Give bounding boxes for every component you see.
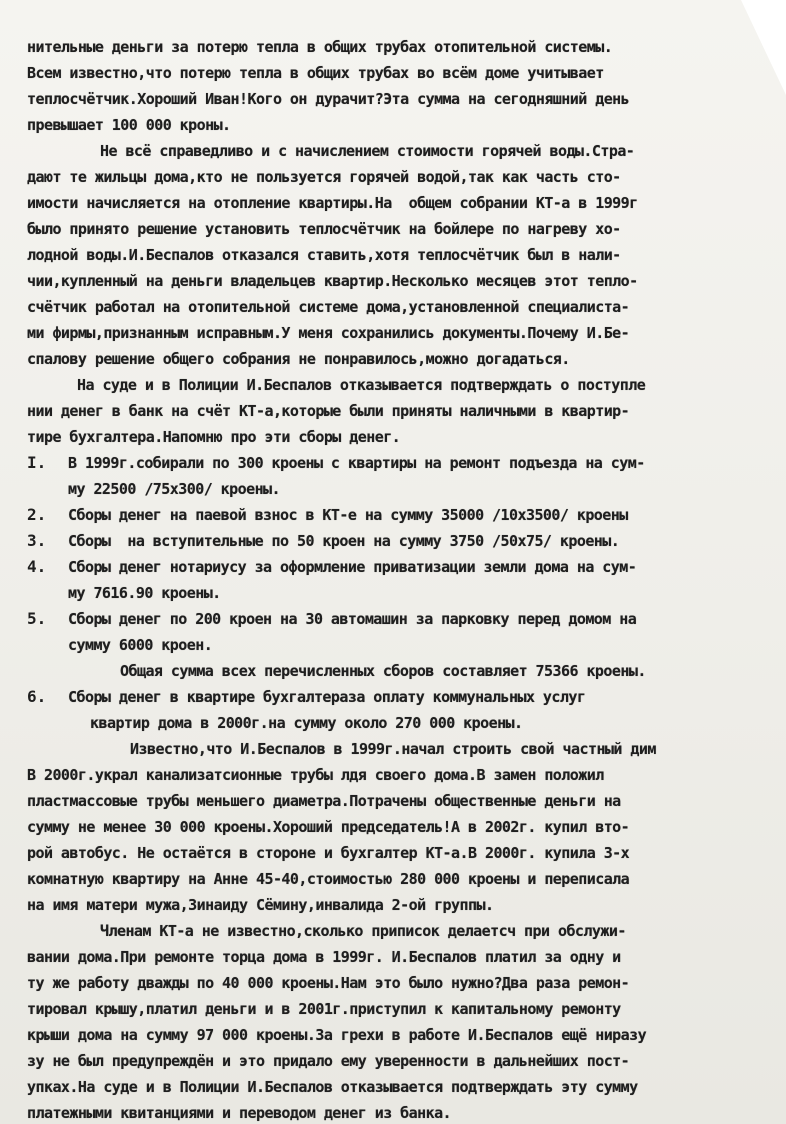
text-line-38: тировал крышу,платил деньги и в 2001г.приступил к капитальному ремонту [27,1000,621,1018]
text-line-28: Известно,что И.Беспалов в 1999г.начал строить свой частный дим [130,740,656,758]
text-line-25: Общая сумма всех перечисленных сборов составляет 75366 кроены. [120,662,646,680]
text-line-6: дают те жильцы дома,кто не пользуется горячей водой,так как часть сто- [27,168,621,186]
page-corner-fold [741,0,786,95]
text-line-31: сумму не менее 30 000 кроены.Хороший председатель!А в 2002г. купил вто- [27,818,630,836]
text-line-26: Сборы денег в квартире бухгалтераза оплату коммунальных услуг [68,688,586,706]
text-line-7: имости начисляется на отопление квартиры.На общем собрании КТ-а в 1999г [27,194,638,212]
text-line-2: Всем известно,что потерю тепла в общих трубах во всём доме учитывает [27,64,604,82]
text-line-21: Сборы денег нотариусу за оформление приватизации земли дома на сум- [68,558,637,576]
text-line-37: ту же работу дважды по 40 000 кроены.Нам это было нужно?Два раза ремон- [27,974,630,992]
text-line-5: Не всё справедливо и с начислением стоимости горячей воды.Стра- [100,142,635,160]
text-line-3: теплосчётчик.Хороший Иван!Кого он дурачит?Эта сумма на сегодняшний день [27,90,630,108]
text-line-12: ми фирмы,признанным исправным.У меня сохранились документы.Почему И.Бе- [27,324,630,342]
text-line-29: В 2000г.украл канализатсионные трубы лдя своего дома.В замен положил [27,766,604,784]
list-number-1: I. [27,453,47,472]
text-line-42: платежными квитанциями и переводом денег из банка. [27,1104,452,1122]
text-line-8: было принято решение установить теплосчётчик на бойлере по нагреву хо- [27,220,621,238]
text-line-30: пластмассовые трубы меньшего диаметра.Потрачены общественные деньги на [27,792,621,810]
list-number-6: 6. [27,687,47,706]
text-line-9: лодной воды.И.Беспалов отказался ставить,хотя теплосчётчик был в нали- [27,246,621,264]
text-line-40: зу не был предупреждён и это придало ему уверенности в дальнейших пост- [27,1052,630,1070]
list-number-2: 2. [27,505,47,524]
text-line-35: Членам КТ-а не известно,сколько приписок делаетсч при обслужи- [100,922,626,940]
text-line-19: Сборы денег на паевой взнос в КТ-е на сумму 35000 /10х3500/ кроены [68,506,628,524]
text-line-23: Сборы денег по 200 кроен на 30 автомашин за парковку перед домом на [68,610,637,628]
text-line-32: рой автобус. Не остаётся в стороне и бухгалтер КТ-а.В 2000г. купила 3-х [27,844,630,862]
text-line-11: счётчик работал на отопительной системе дома,установленной специалиста- [27,298,630,316]
text-line-24: сумму 6000 кроен. [68,636,213,654]
text-line-36: вании дома.При ремонте торца дома в 1999г. И.Беспалов платил за одну и [27,948,621,966]
text-line-14: На суде и в Полиции И.Беспалов отказывается подтверждать о поступле [77,376,646,394]
text-line-39: крыши дома на сумму 97 000 кроены.За грехи в работе И.Беспалов ещё ниразу [27,1026,647,1044]
text-line-41: упках.На суде и в Полиции И.Беспалов отказывается подтверждать эту сумму [27,1078,638,1096]
text-line-18: му 22500 /75х300/ кроены. [68,480,281,498]
list-number-3: 3. [27,531,47,550]
text-line-10: чии,купленный на деньги владельцев квартир.Несколько месяцев этот тепло- [27,272,638,290]
text-line-16: тире бухгалтера.Напомню про эти сборы денег. [27,428,401,446]
text-line-1: нительные деньги за потерю тепла в общих трубах отопительной системы. [27,38,613,56]
text-line-22: му 7616.90 кроены. [68,584,221,602]
text-line-20: Сборы на вступительные по 50 кроен на сумму 3750 /50х75/ кроены. [68,532,620,550]
text-line-17: В 1999г.собирали по 300 кроены с квартиры на ремонт подъезда на сум- [68,454,645,472]
text-line-13: спалову решение общего собрания не понравилось,можно догадаться. [27,350,570,368]
text-line-4: превышает 100 000 кроны. [27,116,231,134]
text-line-33: комнатную квартиру на Анне 45-40,стоимостью 280 000 кроены и переписала [27,870,630,888]
text-line-34: на имя матери мужа,Зинаиду Сёмину,инвалида 2-ой группы. [27,896,494,914]
list-number-5: 5. [27,609,47,628]
text-line-27: квартир дома в 2000г.на сумму около 270 000 кроены. [90,714,523,732]
list-number-4: 4. [27,557,47,576]
text-line-15: нии денег в банк на счёт КТ-а,которые были приняты наличными в квартир- [27,402,630,420]
